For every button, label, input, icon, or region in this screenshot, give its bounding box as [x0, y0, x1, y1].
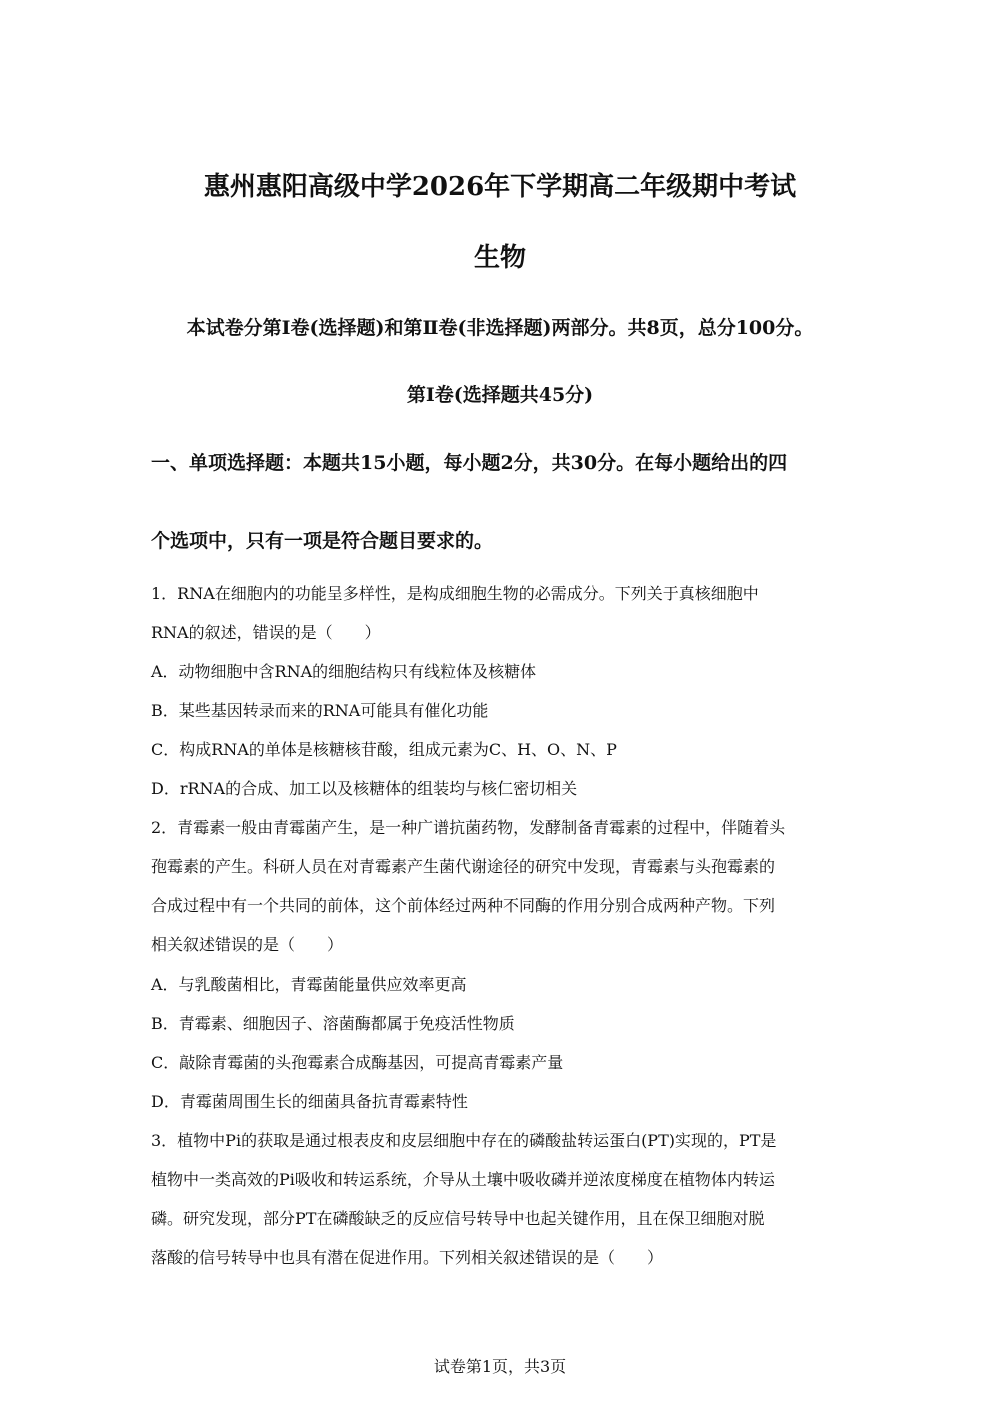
- question-stem-line: 3．植物中Pi的获取是通过根表皮和皮层细胞中存在的磷酸盐转运蛋白(PT)实现的，PT是: [151, 1131, 777, 1150]
- question-stem-line: RNA的叙述，错误的是（ ）: [151, 623, 381, 642]
- question-stem-line: 相关叙述错误的是（ ）: [151, 935, 344, 954]
- subject-title: 生物: [473, 243, 526, 273]
- option-c: C．敲除青霉菌的头孢霉素合成酶基因，可提高青霉素产量: [151, 1053, 564, 1072]
- part-title: 第Ⅰ卷(选择题共45分): [406, 384, 594, 406]
- option-b: B．某些基因转录而来的RNA可能具有催化功能: [151, 701, 489, 720]
- exam-intro: 本试卷分第Ⅰ卷(选择题)和第Ⅱ卷(非选择题)两部分。共8页，总分100分。: [186, 317, 814, 339]
- question-stem-line: 植物中一类高效的Pi吸收和转运系统，介导从土壤中吸收磷并逆浓度梯度在植物体内转运: [151, 1170, 775, 1189]
- option-c: C．构成RNA的单体是核糖核苷酸，组成元素为C、H、O、N、P: [151, 740, 617, 759]
- section-heading-line-2: 个选项中，只有一项是符合题目要求的。: [151, 530, 494, 552]
- question-stem-line: 2．青霉素一般由青霉菌产生，是一种广谱抗菌药物，发酵制备青霉素的过程中，伴随着头: [151, 818, 786, 837]
- question-stem-line: 磷。研究发现，部分PT在磷酸缺乏的反应信号转导中也起关键作用，且在保卫细胞对脱: [151, 1209, 765, 1228]
- question-stem-line: 孢霉素的产生。科研人员在对青霉素产生菌代谢途径的研究中发现，青霉素与头孢霉素的: [151, 857, 776, 876]
- question-stem-line: 落酸的信号转导中也具有潜在促进作用。下列相关叙述错误的是（ ）: [151, 1248, 664, 1267]
- question-stem-line: 合成过程中有一个共同的前体，这个前体经过两种不同酶的作用分别合成两种产物。下列: [151, 896, 776, 915]
- page-footer: 试卷第1页，共3页: [433, 1357, 567, 1376]
- option-a: A．动物细胞中含RNA的细胞结构只有线粒体及核糖体: [151, 662, 537, 681]
- section-heading-line-1: 一、单项选择题：本题共15小题，每小题2分，共30分。在每小题给出的四: [151, 452, 788, 474]
- option-a: A．与乳酸菌相比，青霉菌能量供应效率更高: [151, 975, 467, 994]
- option-d: D．青霉菌周围生长的细菌具备抗青霉素特性: [151, 1092, 468, 1111]
- question-stem-line: 1．RNA在细胞内的功能呈多样性，是构成细胞生物的必需成分。下列关于真核细胞中: [151, 584, 759, 603]
- exam-title: 惠州惠阳高级中学2026年下学期高二年级期中考试: [203, 172, 797, 202]
- option-d: D．rRNA的合成、加工以及核糖体的组装均与核仁密切相关: [151, 779, 578, 798]
- option-b: B．青霉素、细胞因子、溶菌酶都属于免疫活性物质: [151, 1014, 515, 1033]
